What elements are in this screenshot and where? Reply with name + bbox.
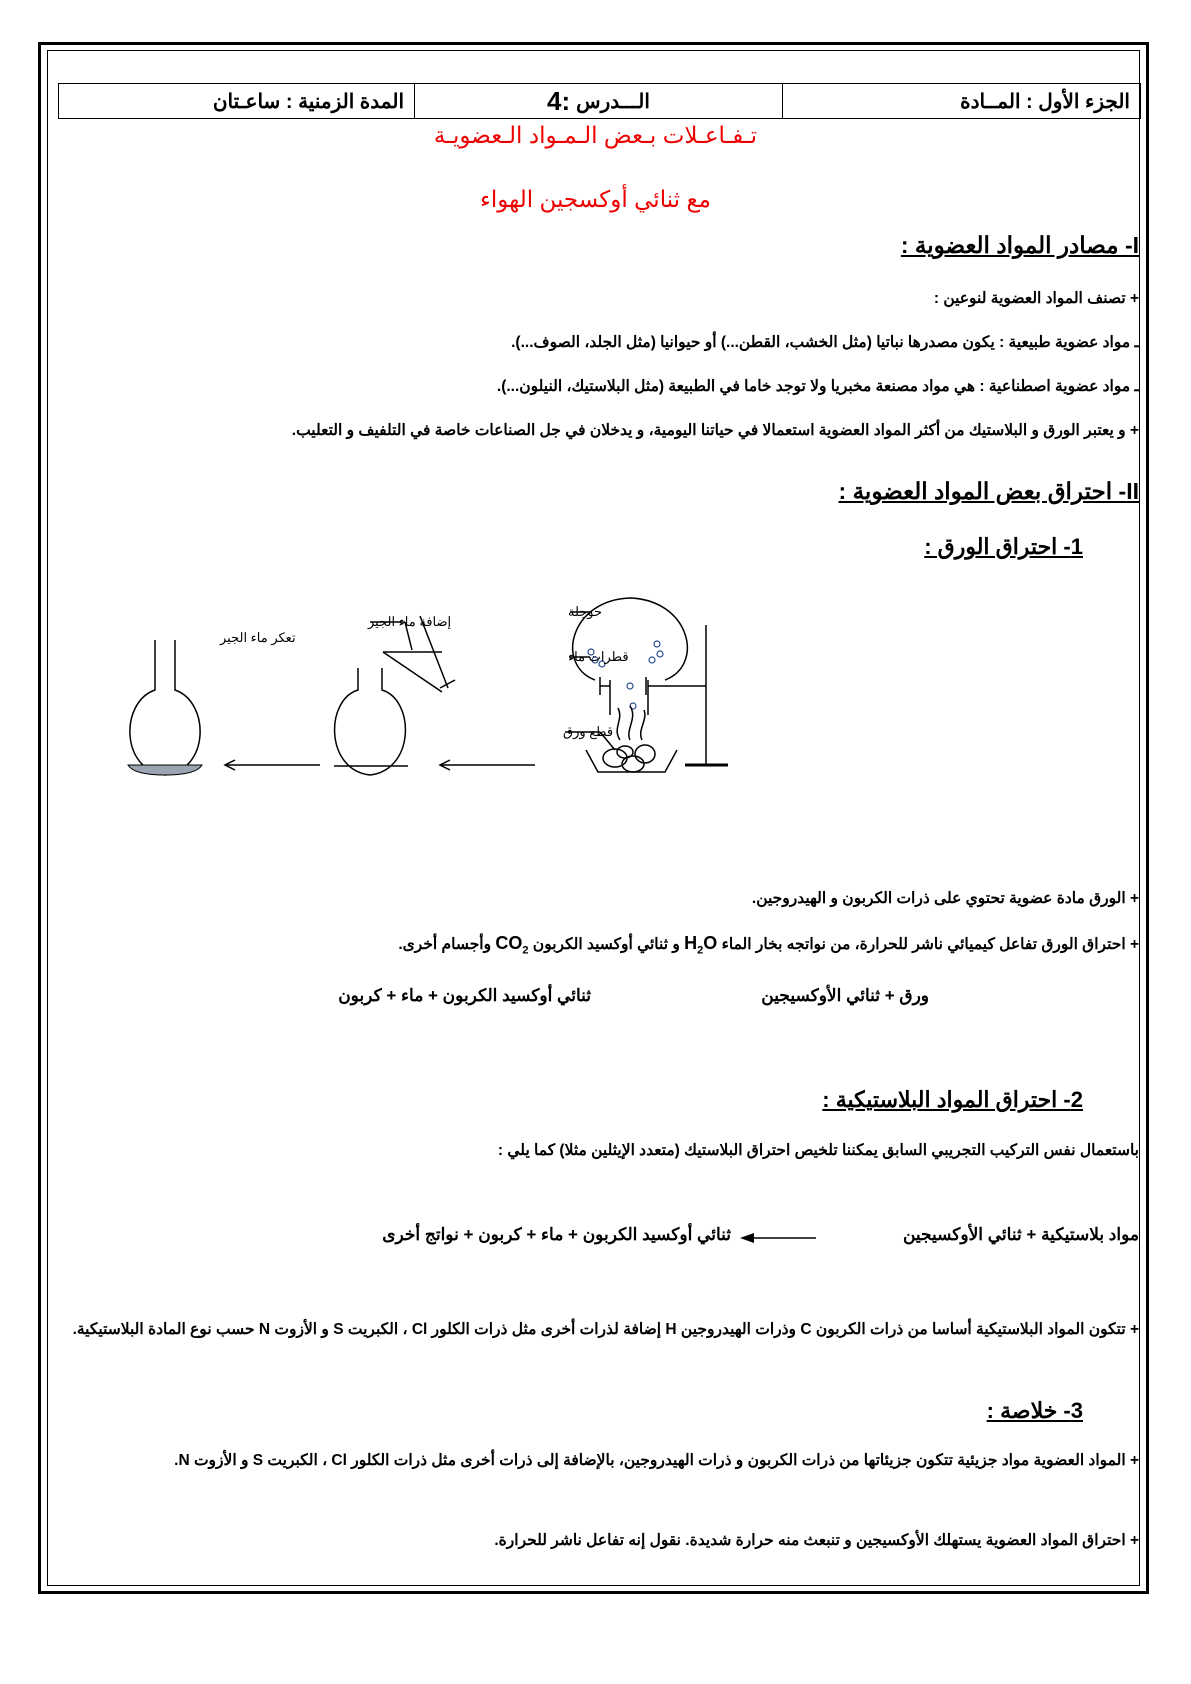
middle-flask <box>334 668 408 775</box>
summary-point2: + احتراق المواد العضوية يستهلك الأوكسيجين و تنبعث منه حرارة شديدة. نقول إنه تفاعل ناشر للحرارة. <box>494 1532 1139 1549</box>
summary-heading: 3- خلاصة : <box>986 1398 1083 1423</box>
paper-fact2: + احتراق الورق تفاعل كيميائي ناشر للحرارة، من نواتجه بخار الماء $H_2O$ و ثنائي أوكسيد الكربون $CO_2$ وأجسام أخرى. <box>398 933 1139 957</box>
plastic-composition: + تتكون المواد البلاستيكية أساسا من ذرات الكربون C وذرات الهيدروجين H إضافة لذرات أخرى مثل ذرات الكلور Cl ، الكبريت S و الأزوت N حسب نوع المادة البلاستيكية. <box>72 1321 1139 1338</box>
label-drops: قطرات ماء <box>568 649 629 664</box>
paper-heading: 1- احتراق الورق : <box>924 534 1083 559</box>
plastic-intro: باستعمال نفس التركيب التجريبي السابق يمكننا تلخيص احتراق البلاستيك (متعدد الإيثلين مثلا) كما يلي : <box>497 1142 1139 1159</box>
duration-cell <box>59 84 415 118</box>
section2-heading: II- احتراق بعض المواد العضوية : <box>838 478 1139 504</box>
part-cell <box>783 84 1140 118</box>
part-text: الجزء الأول : المــادة <box>960 90 1130 113</box>
plastic-equation-products: ثنائي أوكسيد الكربون + ماء + كربون + نواتج أخرى <box>382 1225 731 1244</box>
dish-paper-pieces <box>586 706 677 772</box>
paper-combustion-diagram <box>100 580 780 810</box>
plastic-heading: 2- احتراق المواد البلاستيكية : <box>822 1087 1083 1112</box>
stand <box>600 625 728 765</box>
lesson-title-line2: مع ثنائي أوكسجين الهواء <box>480 186 711 212</box>
summary-point1: + المواد العضوية مواد جزيئية تتكون جزيئاتها من ذرات الكربون و ذرات الهيدروجين، بالإضافة إلى ذرات أخرى مثل ذرات الكلور Cl ، الكبريت S و الأزوت N. <box>174 1452 1139 1469</box>
reaction-arrow <box>738 1228 818 1248</box>
section1-intro: + تصنف المواد العضوية لنوعين : <box>933 290 1139 307</box>
page-inner-border <box>47 50 1140 1586</box>
lesson-number: 4: <box>547 85 571 116</box>
paper-fact1: + الورق مادة عضوية تحتوي على ذرات الكربون و الهيدروجين. <box>751 890 1139 907</box>
section1-natural: ـ مواد عضوية طبيعية : يكون مصدرها نباتيا (مثل الخشب، القطن...) أو حيوانيا (مثل الجلد، الصوف...). <box>511 334 1139 351</box>
section1-note: + و يعتبر الورق و البلاستيك من أكثر المواد العضوية استعمالا في حياتنا اليومية، و يدخلان في جل الصناعات خاصة في التلفيف و التعليب. <box>291 422 1139 439</box>
cloudy-limewater-flask <box>130 640 200 775</box>
label-add-limewater: إضافة ماء الجير <box>368 614 452 629</box>
plastic-equation-reactants: مواد بلاستيكية + ثنائي الأوكسيجين <box>902 1225 1139 1244</box>
label-paper-pieces: قطع ورق <box>563 724 614 739</box>
header-table <box>58 83 1141 119</box>
duration-text: المدة الزمنية : ساعـتان <box>212 90 404 113</box>
lesson-label: الـــدرس <box>576 90 650 113</box>
paper-equation-products: ثنائي أوكسيد الكربون + ماء + كربون <box>338 986 591 1005</box>
section1-synthetic: ـ مواد عضوية اصطناعية : هي مواد مصنعة مخبريا ولا توجد خاما في الطبيعة (مثل البلاستيك، النيلون...). <box>496 378 1139 395</box>
section1-heading: I- مصادر المواد العضوية : <box>900 232 1139 258</box>
label-flask: حوجلة <box>568 604 603 619</box>
paper-equation-reactants: ورق + ثنائي الأوكسيجين <box>761 986 929 1005</box>
lesson-cell <box>415 84 783 118</box>
lesson-title-line1: تـفـاعـلات بـعض الـمـواد الـعضويـة <box>433 122 758 148</box>
label-cloudy-limewater: تعكر ماء الجير <box>220 630 296 645</box>
